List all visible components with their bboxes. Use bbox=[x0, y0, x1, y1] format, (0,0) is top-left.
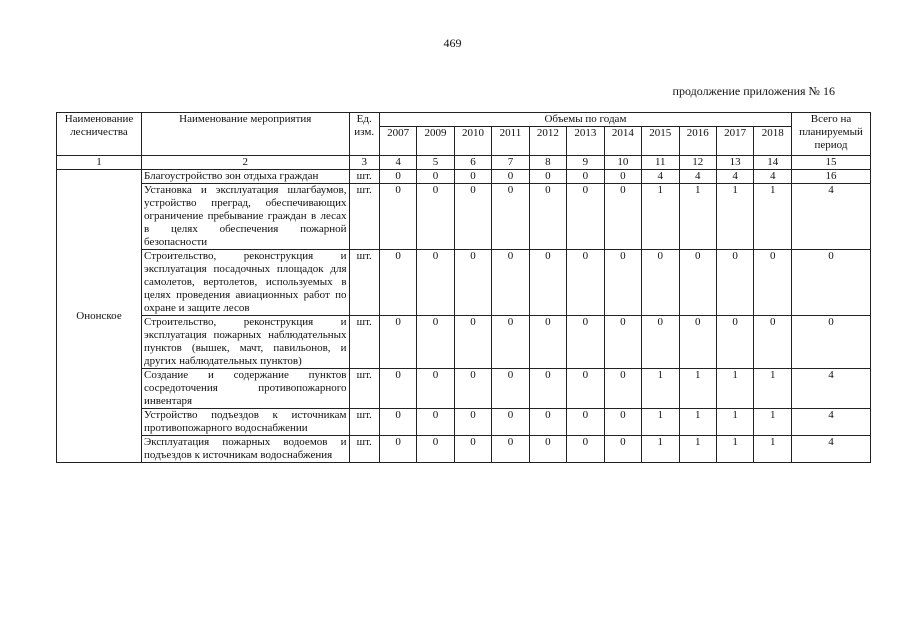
year-value: 0 bbox=[492, 409, 529, 436]
year-value: 0 bbox=[679, 250, 716, 316]
year-value: 0 bbox=[604, 170, 641, 184]
year-value: 0 bbox=[642, 316, 679, 369]
header-unit: Ед. изм. bbox=[349, 113, 379, 156]
year-header: 2010 bbox=[454, 127, 491, 156]
year-value: 0 bbox=[379, 170, 416, 184]
column-number: 12 bbox=[679, 156, 716, 170]
year-value: 0 bbox=[379, 409, 416, 436]
appendix-note: продолжение приложения № 16 bbox=[672, 84, 835, 98]
activity-name: Строительство, реконструкция и эксплуатация пожарных наблюдательных пунктов (вышек, мачт, павильонов, и других наблюдательных пунктов) bbox=[142, 316, 350, 369]
year-value: 0 bbox=[454, 436, 491, 463]
year-value: 4 bbox=[754, 170, 792, 184]
year-value: 0 bbox=[379, 316, 416, 369]
year-value: 1 bbox=[754, 436, 792, 463]
year-value: 1 bbox=[754, 369, 792, 409]
column-number: 2 bbox=[142, 156, 350, 170]
year-value: 0 bbox=[567, 250, 604, 316]
year-value: 1 bbox=[679, 184, 716, 250]
year-value: 1 bbox=[642, 409, 679, 436]
table-row bbox=[57, 409, 871, 436]
table-row bbox=[57, 170, 871, 184]
year-value: 1 bbox=[716, 369, 753, 409]
year-value: 1 bbox=[679, 436, 716, 463]
year-value: 0 bbox=[529, 170, 566, 184]
activity-name: Благоустройство зон отдыха граждан bbox=[142, 170, 350, 184]
year-header: 2009 bbox=[417, 127, 454, 156]
table-row bbox=[57, 184, 871, 250]
year-value: 0 bbox=[642, 250, 679, 316]
year-header: 2013 bbox=[567, 127, 604, 156]
unit-cell: шт. bbox=[349, 369, 379, 409]
column-number: 14 bbox=[754, 156, 792, 170]
total-value: 0 bbox=[792, 316, 871, 369]
year-value: 1 bbox=[642, 436, 679, 463]
year-value: 0 bbox=[379, 436, 416, 463]
header-row-top bbox=[57, 113, 871, 127]
year-value: 0 bbox=[716, 250, 753, 316]
column-number: 5 bbox=[417, 156, 454, 170]
year-value: 0 bbox=[417, 369, 454, 409]
column-number: 15 bbox=[792, 156, 871, 170]
year-value: 0 bbox=[454, 250, 491, 316]
total-value: 4 bbox=[792, 409, 871, 436]
year-value: 0 bbox=[754, 250, 792, 316]
header-total: Всего на планируемый период bbox=[792, 113, 871, 156]
activity-name: Создание и содержание пунктов сосредоточения противопожарного инвентаря bbox=[142, 369, 350, 409]
year-value: 1 bbox=[679, 369, 716, 409]
total-value: 4 bbox=[792, 184, 871, 250]
year-value: 0 bbox=[529, 409, 566, 436]
year-value: 0 bbox=[492, 436, 529, 463]
unit-cell: шт. bbox=[349, 409, 379, 436]
column-numbers-row bbox=[57, 156, 871, 170]
unit-cell: шт. bbox=[349, 170, 379, 184]
year-value: 0 bbox=[604, 316, 641, 369]
total-value: 16 bbox=[792, 170, 871, 184]
unit-cell: шт. bbox=[349, 250, 379, 316]
year-value: 0 bbox=[492, 184, 529, 250]
column-number: 9 bbox=[567, 156, 604, 170]
year-value: 0 bbox=[454, 170, 491, 184]
activity-name: Установка и эксплуатация шлагбаумов, устройство преград, обеспечивающих ограничение пребывание граждан в лесах в целях обеспечения пожарной безопасности bbox=[142, 184, 350, 250]
year-value: 0 bbox=[567, 409, 604, 436]
year-header: 2014 bbox=[604, 127, 641, 156]
year-value: 0 bbox=[492, 170, 529, 184]
unit-cell: шт. bbox=[349, 436, 379, 463]
year-value: 0 bbox=[417, 316, 454, 369]
table-row bbox=[57, 436, 871, 463]
activity-name: Устройство подъездов к источникам противопожарного водоснабжении bbox=[142, 409, 350, 436]
activity-name: Строительство, реконструкция и эксплуатация посадочных площадок для самолетов, вертолетов, используемых в целях проведения авиационных работ по охране и защите лесов bbox=[142, 250, 350, 316]
year-value: 0 bbox=[567, 184, 604, 250]
year-value: 0 bbox=[417, 250, 454, 316]
column-number: 13 bbox=[716, 156, 753, 170]
year-value: 0 bbox=[454, 316, 491, 369]
year-value: 0 bbox=[379, 369, 416, 409]
year-value: 0 bbox=[567, 436, 604, 463]
year-value: 0 bbox=[604, 184, 641, 250]
year-value: 0 bbox=[567, 316, 604, 369]
column-number: 6 bbox=[454, 156, 491, 170]
year-value: 0 bbox=[529, 436, 566, 463]
year-value: 0 bbox=[679, 316, 716, 369]
year-value: 1 bbox=[679, 409, 716, 436]
year-header: 2017 bbox=[716, 127, 753, 156]
table-row bbox=[57, 250, 871, 316]
year-value: 0 bbox=[716, 316, 753, 369]
year-value: 0 bbox=[754, 316, 792, 369]
year-value: 0 bbox=[417, 170, 454, 184]
year-value: 1 bbox=[754, 184, 792, 250]
page-number: 469 bbox=[443, 36, 462, 50]
year-value: 4 bbox=[716, 170, 753, 184]
unit-cell: шт. bbox=[349, 184, 379, 250]
total-value: 4 bbox=[792, 369, 871, 409]
year-value: 0 bbox=[604, 436, 641, 463]
year-value: 0 bbox=[417, 409, 454, 436]
total-value: 0 bbox=[792, 250, 871, 316]
year-value: 0 bbox=[604, 250, 641, 316]
year-value: 0 bbox=[417, 184, 454, 250]
column-number: 1 bbox=[57, 156, 142, 170]
column-number: 3 bbox=[349, 156, 379, 170]
year-value: 0 bbox=[379, 250, 416, 316]
year-header: 2012 bbox=[529, 127, 566, 156]
year-value: 1 bbox=[716, 436, 753, 463]
year-value: 0 bbox=[492, 316, 529, 369]
year-value: 1 bbox=[716, 184, 753, 250]
column-number: 7 bbox=[492, 156, 529, 170]
year-value: 0 bbox=[529, 369, 566, 409]
year-header: 2007 bbox=[379, 127, 416, 156]
year-value: 0 bbox=[567, 170, 604, 184]
year-value: 0 bbox=[417, 436, 454, 463]
column-number: 10 bbox=[604, 156, 641, 170]
year-value: 4 bbox=[642, 170, 679, 184]
activity-name: Эксплуатация пожарных водоемов и подъездов к источникам водоснабжения bbox=[142, 436, 350, 463]
column-number: 11 bbox=[642, 156, 679, 170]
table-body bbox=[57, 170, 871, 463]
table-row bbox=[57, 316, 871, 369]
year-header: 2016 bbox=[679, 127, 716, 156]
year-value: 0 bbox=[604, 369, 641, 409]
year-header: 2015 bbox=[642, 127, 679, 156]
year-value: 0 bbox=[454, 409, 491, 436]
year-value: 0 bbox=[454, 184, 491, 250]
year-value: 1 bbox=[642, 184, 679, 250]
table-row bbox=[57, 369, 871, 409]
forestry-name: Ононское bbox=[57, 170, 142, 463]
year-value: 0 bbox=[454, 369, 491, 409]
header-volumes-by-year: Объемы по годам bbox=[379, 113, 791, 127]
year-header: 2011 bbox=[492, 127, 529, 156]
year-header: 2018 bbox=[754, 127, 792, 156]
unit-cell: шт. bbox=[349, 316, 379, 369]
year-value: 1 bbox=[716, 409, 753, 436]
year-value: 1 bbox=[642, 369, 679, 409]
column-number: 8 bbox=[529, 156, 566, 170]
header-activity: Наименование мероприятия bbox=[142, 113, 350, 156]
header-forestry: Наименование лесничества bbox=[57, 113, 142, 156]
year-value: 0 bbox=[529, 316, 566, 369]
year-value: 0 bbox=[379, 184, 416, 250]
year-value: 0 bbox=[529, 250, 566, 316]
year-value: 0 bbox=[492, 250, 529, 316]
year-value: 4 bbox=[679, 170, 716, 184]
activities-table bbox=[56, 112, 871, 463]
column-number: 4 bbox=[379, 156, 416, 170]
year-value: 0 bbox=[492, 369, 529, 409]
year-value: 0 bbox=[604, 409, 641, 436]
year-value: 1 bbox=[754, 409, 792, 436]
year-value: 0 bbox=[529, 184, 566, 250]
year-value: 0 bbox=[567, 369, 604, 409]
total-value: 4 bbox=[792, 436, 871, 463]
